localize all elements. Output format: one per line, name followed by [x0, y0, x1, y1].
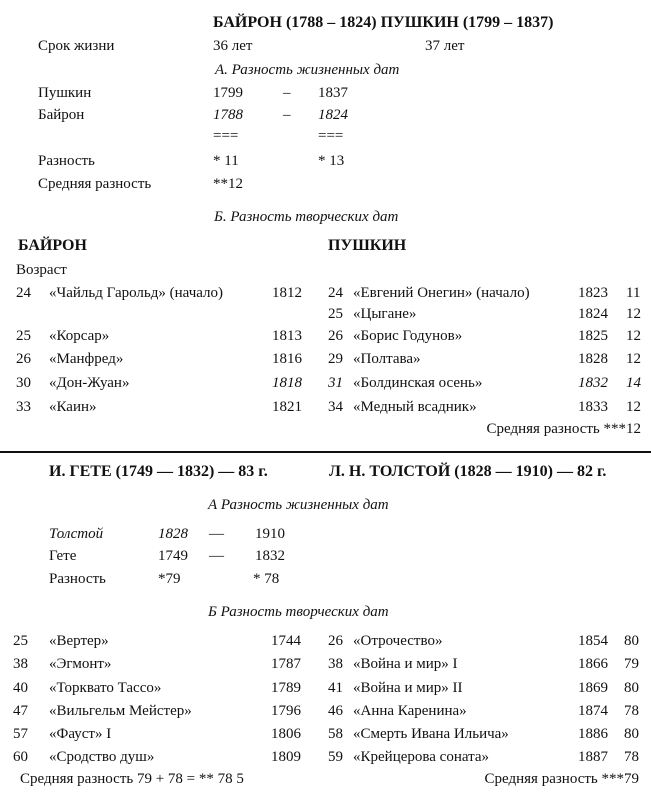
work-age: 33: [16, 399, 31, 415]
work-title: «Дон-Жуан»: [49, 375, 130, 391]
work-age: 46: [328, 703, 343, 719]
work-title: «Каин»: [49, 399, 97, 415]
work-year: 1744: [271, 633, 301, 649]
work-title: «Крейцерова соната»: [353, 749, 490, 765]
work-diff: 12: [626, 351, 641, 367]
work-age: 38: [328, 656, 343, 672]
difference-value: * 78: [253, 571, 280, 587]
work-age: 57: [13, 726, 28, 742]
average-value: **12: [213, 176, 243, 192]
work-year: 1823: [578, 285, 608, 301]
difference-value: *79: [158, 571, 181, 587]
work-age: 25: [328, 306, 343, 322]
work-diff: 80: [624, 680, 639, 696]
pushkin-death: 1837: [318, 85, 348, 101]
section-divider: [0, 451, 651, 453]
difference-value: * 11: [213, 153, 239, 169]
byron-death: 1824: [318, 107, 348, 123]
work-year: 1813: [272, 328, 302, 344]
work-diff: 12: [626, 328, 641, 344]
work-title: «Евгений Онегин» (начало): [353, 285, 530, 301]
work-year: 1833: [578, 399, 608, 415]
pushkin-label: Пушкин: [38, 85, 92, 101]
difference-label: Разность: [49, 571, 106, 587]
tolstoy-label: Толстой: [49, 526, 104, 542]
goethe-header: И. ГЕТЕ (1749 — 1832) — 83 г.: [49, 463, 268, 480]
work-age: 26: [328, 633, 343, 649]
work-age: 47: [13, 703, 28, 719]
tolstoy-death: 1910: [255, 526, 285, 542]
work-title: «Чайльд Гарольд» (начало): [49, 285, 224, 301]
work-year: 1812: [272, 285, 302, 301]
work-year: 1828: [578, 351, 608, 367]
work-age: 59: [328, 749, 343, 765]
work-title: «Сродство душ»: [49, 749, 155, 765]
work-diff: 11: [626, 285, 641, 301]
sub-b-title: Б. Разность творческих дат: [214, 209, 399, 225]
work-title: «Фауст» I: [49, 726, 112, 742]
work-age: 24: [328, 285, 343, 301]
difference-value: * 13: [318, 153, 345, 169]
work-diff: 79: [624, 656, 639, 672]
work-year: 1825: [578, 328, 608, 344]
age-label: Возраст: [16, 262, 67, 278]
work-age: 60: [13, 749, 28, 765]
work-diff: 80: [624, 633, 639, 649]
work-age: 25: [16, 328, 31, 344]
work-age: 26: [16, 351, 31, 367]
work-title: «Вертер»: [49, 633, 109, 649]
work-age: 34: [328, 399, 343, 415]
byron-label: Байрон: [38, 107, 85, 123]
work-year: 1887: [578, 749, 608, 765]
work-year: 1787: [271, 656, 301, 672]
goethe-death: 1832: [255, 548, 285, 564]
work-title: «Болдинская осень»: [353, 375, 483, 391]
byron-birth: 1788: [213, 107, 243, 123]
work-diff: 78: [624, 749, 639, 765]
work-year: 1824: [578, 306, 608, 322]
work-title: «Анна Каренина»: [353, 703, 467, 719]
work-title: «Манфред»: [49, 351, 124, 367]
work-year: 1869: [578, 680, 608, 696]
work-title: «Борис Годунов»: [353, 328, 463, 344]
work-year: 1809: [271, 749, 301, 765]
dash: –: [283, 85, 291, 101]
work-diff: 12: [626, 306, 641, 322]
work-title: «Война и мир» I: [353, 656, 458, 672]
work-age: 40: [13, 680, 28, 696]
pushkin-heading: ПУШКИН: [328, 237, 407, 254]
goethe-label: Гете: [49, 548, 77, 564]
work-title: «Полтава»: [353, 351, 421, 367]
dash: —: [209, 548, 224, 564]
byron-pushkin-header: БАЙРОН (1788 – 1824) ПУШКИН (1799 – 1837): [213, 14, 554, 31]
work-age: 31: [328, 375, 343, 391]
work-year: 1854: [578, 633, 608, 649]
work-title: «Эгмонт»: [49, 656, 112, 672]
work-title: «Война и мир» II: [353, 680, 463, 696]
pushkin-lifespan: 37 лет: [425, 38, 465, 54]
work-year: 1816: [272, 351, 302, 367]
work-age: 38: [13, 656, 28, 672]
work-year: 1806: [271, 726, 301, 742]
work-title: «Цыгане»: [353, 306, 417, 322]
sub-a-title: А. Разность жизненных дат: [215, 62, 400, 78]
work-title: «Отрочество»: [353, 633, 443, 649]
average-label: Средняя разность: [38, 176, 152, 192]
pushkin-birth: 1799: [213, 85, 243, 101]
tolstoy-birth: 1828: [158, 526, 188, 542]
work-age: 25: [13, 633, 28, 649]
work-year: 1866: [578, 656, 608, 672]
work-age: 29: [328, 351, 343, 367]
work-diff: 12: [626, 399, 641, 415]
work-year: 1832: [578, 375, 608, 391]
goethe-birth: 1749: [158, 548, 188, 564]
dash: —: [209, 526, 224, 542]
difference-label: Разность: [38, 153, 95, 169]
lifespan-label: Срок жизни: [38, 38, 115, 54]
equals-mark: ===: [213, 128, 239, 144]
sub-a-title: А Разность жизненных дат: [208, 497, 389, 513]
work-year: 1821: [272, 399, 302, 415]
work-diff: 78: [624, 703, 639, 719]
work-year: 1818: [272, 375, 302, 391]
work-year: 1886: [578, 726, 608, 742]
byron-heading: БАЙРОН: [18, 237, 87, 254]
work-title: «Смерть Ивана Ильича»: [353, 726, 509, 742]
byron-lifespan: 36 лет: [213, 38, 253, 54]
equals-mark: ===: [318, 128, 344, 144]
pushkin-average: Средняя разность ***12: [486, 421, 641, 437]
work-title: «Вильгельм Мейстер»: [49, 703, 192, 719]
work-diff: 80: [624, 726, 639, 742]
work-year: 1789: [271, 680, 301, 696]
work-age: 41: [328, 680, 343, 696]
work-age: 30: [16, 375, 31, 391]
work-age: 24: [16, 285, 31, 301]
dash: –: [283, 107, 291, 123]
tolstoy-average: Средняя разность ***79: [484, 771, 639, 787]
work-year: 1796: [271, 703, 301, 719]
tolstoy-header: Л. Н. ТОЛСТОЙ (1828 — 1910) — 82 г.: [329, 463, 607, 480]
work-title: «Медный всадник»: [353, 399, 477, 415]
sub-b-title: Б Разность творческих дат: [208, 604, 389, 620]
work-age: 58: [328, 726, 343, 742]
work-title: «Корсар»: [49, 328, 110, 344]
work-year: 1874: [578, 703, 608, 719]
work-diff: 14: [626, 375, 641, 391]
work-title: «Торквато Тассо»: [49, 680, 162, 696]
work-age: 26: [328, 328, 343, 344]
goethe-average: Средняя разность 79 + 78 = ** 78 5: [20, 771, 244, 787]
